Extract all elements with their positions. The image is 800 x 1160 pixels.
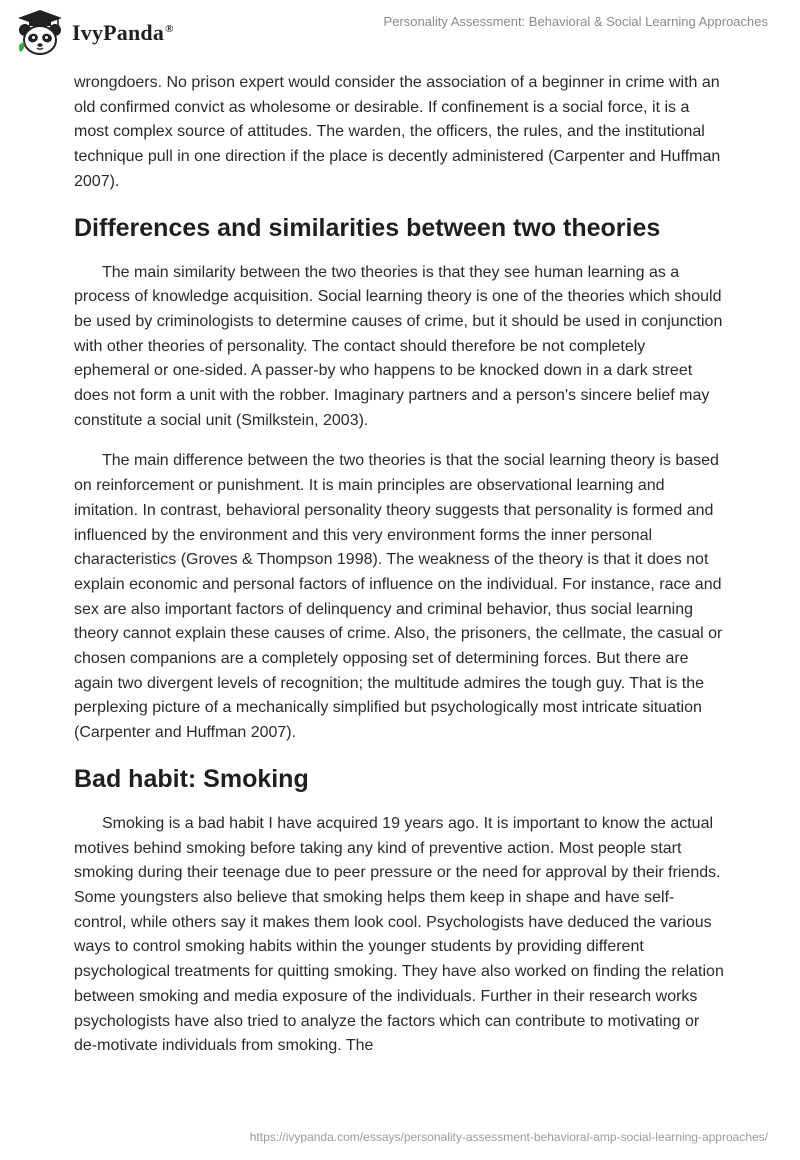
registered-mark: ® [165,22,174,35]
essay-content [74,71,724,1075]
intro-paragraph: wrongdoers. No prison expert would consider the association of a beginner in crime with an old confirmed convict as wholesome or desirable. If confinement is a social force, it is a most complex source of attitudes. The warden, the officers, the rules, and the institutional technique pull in one direction if the place is decently administered (Carpenter and Huffman 2007). [74,74,721,190]
page-header [0,0,800,64]
section-heading-smoking: Bad habit: Smoking [74,764,309,793]
brand-name: IvyPanda® [72,20,174,45]
panda-graduate-icon [14,8,66,58]
paragraph-similarity: The main similarity between the two theories is that they see human learning as a process of knowledge acquisition. Social learning theory is one of the theories which should be used by criminologists to determine causes of crime, but it should be used in conjunction with other theories of personality. The contact should therefore be not completely ephemeral or one-sided. A passer-by who happens to be knocked down in a dark street does not form a unit with the robber. Imaginary partners and a person's sincere belief may constitute a social unit (Smilkstein, 2003). [74,263,723,429]
paragraph-difference: The main difference between the two theories is that the social learning theory is based on reinforcement or punishment. It is main principles are observational learning and imitation. In contrast, behavioral personality theory suggests that personality is formed and influenced by the environment and this very environment forms the inner personal characteristics (Groves & Thompson 1998). The weakness of the theory is that it does not explain economic and personal factors of influence on the individual. For instance, race and sex are also important factors of delinquency and criminal behavior, thus social learning theory cannot explain these causes of crime. Also, the prisoners, the cellmate, the casual or chosen companions are a completely opposing set of determining forces. But there are again two divergent levels of recognition; the multitude admires the tough guy. That is the perplexing picture of a mechanically simplified but psychologically most intricate situation (Carpenter and Huffman 2007). [74,452,723,742]
document-title: Personality Assessment: Behavioral & Social Learning Approaches [383,14,768,29]
section-heading-differences: Differences and similarities between two theories [74,213,661,242]
ivypanda-logo[interactable] [14,8,174,58]
source-url[interactable]: https://ivypanda.com/essays/personality-assessment-behavioral-amp-social-learning-approaches/ [249,1130,768,1144]
paragraph-smoking: Smoking is a bad habit I have acquired 19 years ago. It is important to know the actual motives behind smoking before taking any kind of preventive action. Most people start smoking during their teenage due to peer pressure or the need for approval by their friends. Some youngsters also believe that smoking helps them keep in shape and have self-control, while others say it makes them look cool. Psychologists have deduced the various ways to control smoking habits within the younger students by providing different psychological treatments for quitting smoking. They have also worked on finding the relation between smoking and media exposure of the individuals. Further in their research works psychologists have also tried to analyze the factors which can contribute to motivating or de-motivate individuals from smoking. The [74,814,724,1055]
